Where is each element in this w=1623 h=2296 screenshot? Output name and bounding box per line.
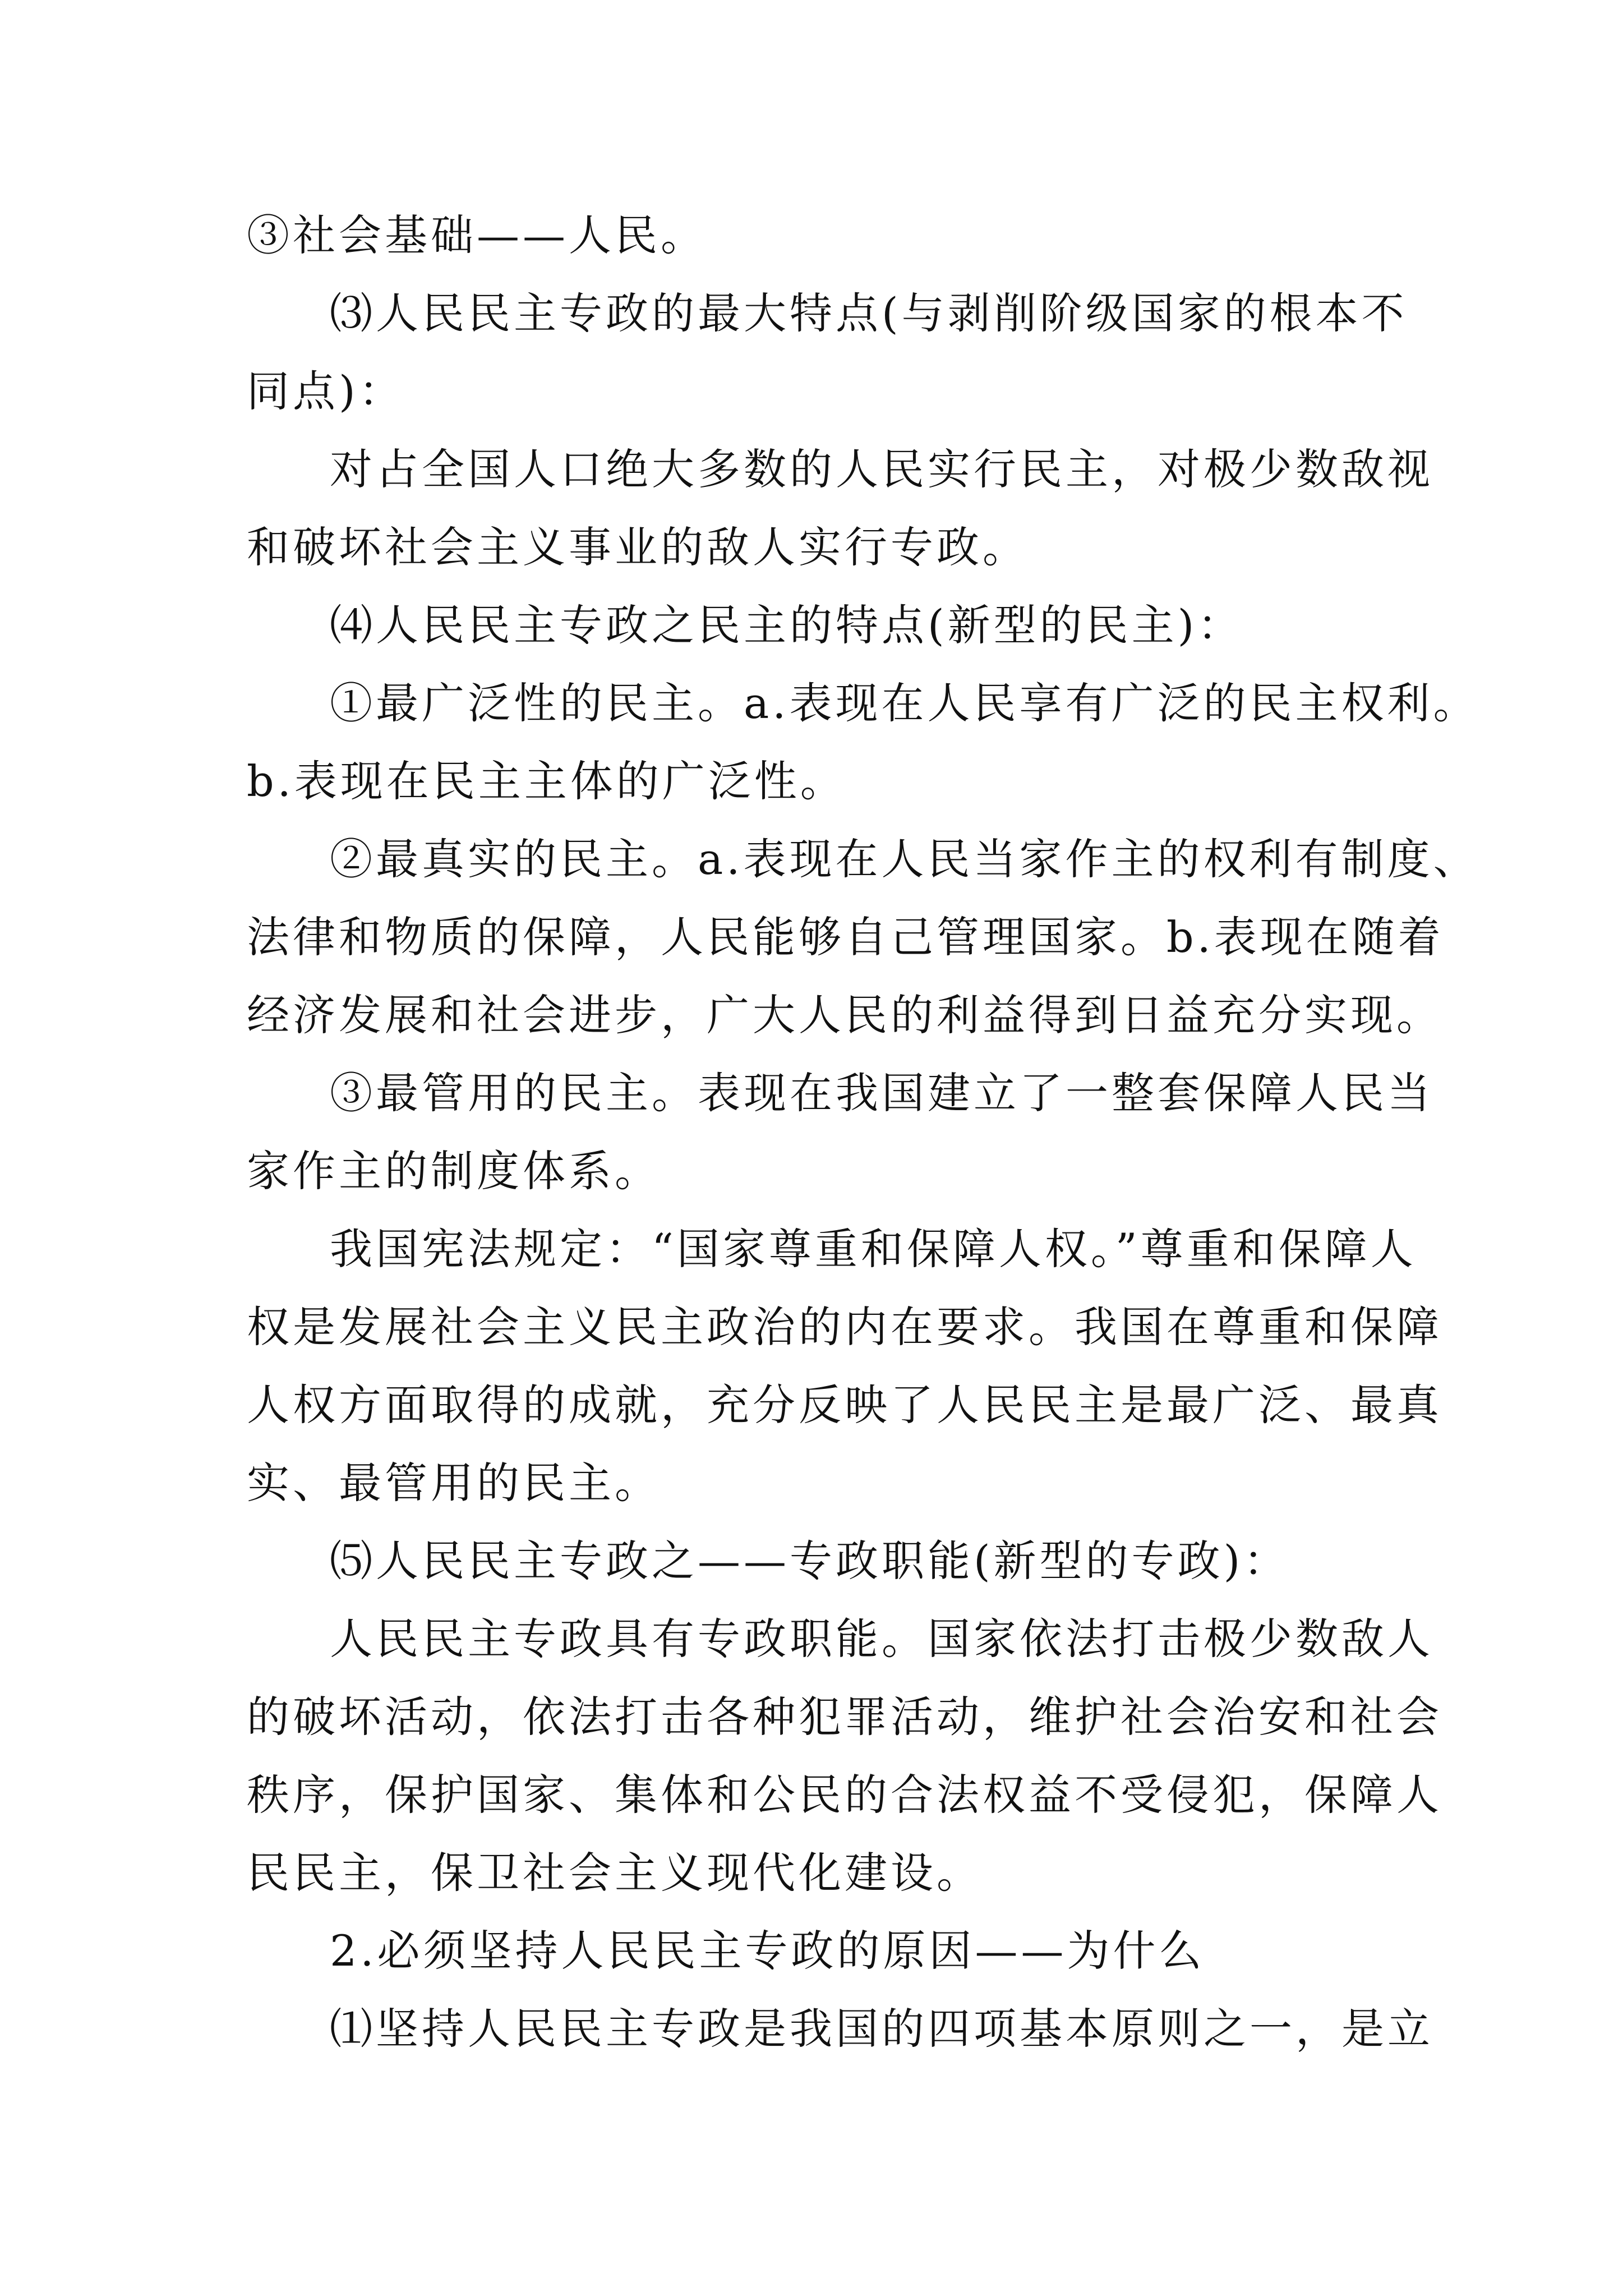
text-line: 秩序，保护国家、集体和公民的合法权益不受侵犯，保障人 (247, 1770, 1442, 1820)
document-body (247, 196, 1479, 2068)
text-line: 人权方面取得的成就，充分反映了人民民主是最广泛、最真 (247, 1380, 1442, 1430)
text-line: 同点)： (247, 366, 405, 416)
text-line: 人民民主专政具有专政职能。国家依法打击极少数敌人 (330, 1614, 1433, 1664)
text-line: 和破坏社会主义事业的敌人实行专政。 (247, 522, 1029, 572)
text-line: 实、最管用的民主。 (247, 1458, 661, 1508)
text-line: 2.必须坚持人民民主专政的原因——为什么 (330, 1926, 1205, 1976)
text-line: 经济发展和社会进步，广大人民的利益得到日益充分实现。 (247, 990, 1442, 1040)
text-line: ⑷人民民主专政之民主的特点(新型的民主)： (330, 600, 1244, 650)
text-line: 家作主的制度体系。 (247, 1146, 661, 1196)
text-line: ⑶人民民主专政的最大特点(与剥削阶级国家的根本不 (330, 288, 1408, 338)
text-line: b.表现在民主主体的广泛性。 (247, 756, 846, 806)
text-line: ③最管用的民主。表现在我国建立了一整套保障人民当 (330, 1068, 1433, 1118)
text-line: ②最真实的民主。a.表现在人民当家作主的权利有制度、 (330, 834, 1479, 884)
text-line: 的破坏活动，依法打击各种犯罪活动，维护社会治安和社会 (247, 1692, 1442, 1742)
text-line: 权是发展社会主义民主政治的内在要求。我国在尊重和保障 (247, 1302, 1442, 1352)
text-line: ①最广泛性的民主。a.表现在人民享有广泛的民主权利。 (330, 678, 1479, 728)
text-line: ⑸人民民主专政之——专政职能(新型的专政)： (330, 1536, 1290, 1586)
text-line: 民民主，保卫社会主义现代化建设。 (247, 1848, 983, 1898)
text-line: 对占全国人口绝大多数的人民实行民主，对极少数敌视 (330, 444, 1433, 494)
text-line: ⑴坚持人民民主专政是我国的四项基本原则之一，是立 (330, 2004, 1433, 2054)
text-line: 法律和物质的保障，人民能够自己管理国家。b.表现在随着 (247, 912, 1444, 962)
text-line: ③社会基础——人民。 (247, 210, 707, 260)
text-line: 我国宪法规定：“国家尊重和保障人权。”尊重和保障人 (330, 1224, 1417, 1274)
